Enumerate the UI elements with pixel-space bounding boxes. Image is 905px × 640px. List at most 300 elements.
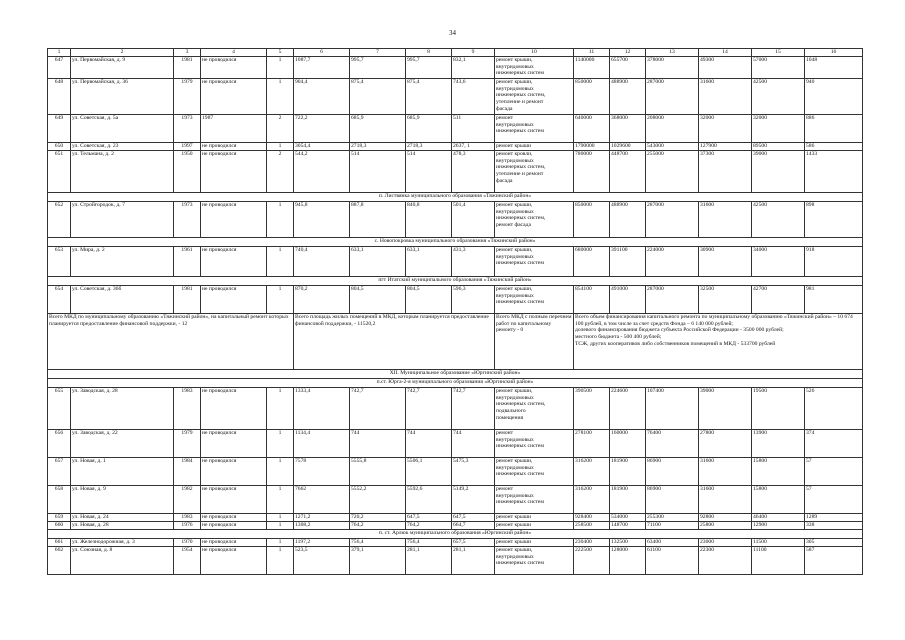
table-cell: 662	[48, 547, 71, 575]
table-cell: 1433	[805, 151, 863, 193]
table-cell: ремонт внутридомовых инженерных систем	[495, 486, 574, 514]
table-cell: 740,4	[294, 247, 350, 277]
table-cell: 945,8	[294, 202, 350, 238]
table-cell: 1950	[174, 151, 201, 193]
table-cell: 1984	[174, 458, 201, 486]
table-cell: 287000	[646, 286, 699, 314]
table-cell: 875,4	[406, 79, 452, 115]
section-title: п. Листвянка муниципального образования «Тяжинский район»	[48, 193, 863, 202]
table-cell: 57	[805, 486, 863, 514]
table-cell: не проводился	[201, 458, 267, 486]
table-cell: ул. Советская, д. 5а	[71, 115, 174, 143]
table-cell: 586	[805, 143, 863, 151]
table-cell: 222500	[574, 547, 610, 575]
table-cell: 374	[805, 430, 863, 458]
table-cell: 2	[267, 115, 294, 143]
table-cell: ремонт крыши, внутридомовых инженерных систем	[495, 286, 574, 314]
table-cell: 390500	[574, 388, 610, 430]
table-cell: 764,2	[406, 522, 452, 530]
table-cell: 995,7	[350, 57, 406, 79]
table-cell: 1954	[174, 547, 201, 575]
table-cell: 57000	[752, 57, 805, 79]
column-number-9: 9	[452, 49, 495, 57]
table-cell: 1961	[174, 247, 201, 277]
table-cell: 305	[805, 539, 863, 547]
table-cell: 368000	[610, 115, 646, 143]
table-cell: 647,5	[406, 514, 452, 522]
table-cell: 832,1	[452, 57, 495, 79]
table-cell: 1981	[174, 57, 201, 79]
table-cell: 1	[267, 202, 294, 238]
table-cell: ремонт крыши	[495, 522, 574, 530]
table-cell: 37300	[699, 151, 752, 193]
section-header-row	[48, 379, 863, 388]
table-cell: 11100	[752, 547, 805, 575]
table-cell: ремонт крыши, внутридомовых инженерных систем	[495, 547, 574, 575]
table-cell: 89500	[752, 143, 805, 151]
table-cell: 870,2	[294, 286, 350, 314]
table-cell: 1271,2	[294, 514, 350, 522]
table-cell: 1	[267, 458, 294, 486]
table-cell: 1140000	[574, 57, 610, 79]
table-cell: не проводился	[201, 486, 267, 514]
table-cell: 744	[350, 430, 406, 458]
table-cell: 1	[267, 79, 294, 115]
table-cell: ремонт крыши, внутридомовых инженерных систем	[495, 247, 574, 277]
table-row	[48, 458, 863, 486]
table-cell: ул. Первомайская, д. 9	[71, 57, 174, 79]
table-body	[48, 49, 863, 575]
table-cell: 764,2	[350, 522, 406, 530]
table-cell: 744	[452, 430, 495, 458]
column-number-16: 16	[805, 49, 863, 57]
table-cell: 657,5	[452, 539, 495, 547]
summary-total-area: Всего площадь жилых помещений в МКД, которым планируется предоставление финансовой поддержки, - 11520,2	[294, 314, 495, 370]
table-cell: 661	[48, 539, 71, 547]
table-cell: 378000	[646, 57, 699, 79]
table-cell: 875,4	[350, 79, 406, 115]
table-cell: 12900	[752, 522, 805, 530]
table-cell: 534000	[610, 514, 646, 522]
summary-total-mkd: Всего МКД по муниципальному образованию «Тяжинский район», на капитальный ремонт которых планируется предоставление финансовой поддержки, - 12	[48, 314, 294, 370]
table-cell: не проводился	[201, 79, 267, 115]
table-cell: 2718,3	[406, 143, 452, 151]
table-cell: 1	[267, 143, 294, 151]
table-cell: не проводился	[201, 514, 267, 522]
table-cell: 15800	[752, 458, 805, 486]
table-cell: 1982	[174, 486, 201, 514]
table-row	[48, 486, 863, 514]
table-cell: 2637, 1	[452, 143, 495, 151]
table-cell: 1981	[174, 286, 201, 314]
section-header-row	[48, 277, 863, 286]
table-cell: 886	[805, 115, 863, 143]
section-title: с. Новопокровка муниципального образования «Тяжинский район»	[48, 238, 863, 247]
table-cell: не проводился	[201, 247, 267, 277]
table-cell: 1976	[174, 522, 201, 530]
table-cell: 647,5	[452, 514, 495, 522]
table-cell: не проводился	[201, 286, 267, 314]
table-cell: 57	[805, 458, 863, 486]
table-cell: 71100	[646, 522, 699, 530]
table-cell: 31600	[699, 79, 752, 115]
table-cell: 49300	[699, 57, 752, 79]
table-cell: 526	[805, 388, 863, 430]
table-cell: 31600	[699, 202, 752, 238]
table-cell: 742,7	[350, 388, 406, 430]
table-cell: 278100	[574, 430, 610, 458]
table-cell: 680000	[574, 247, 610, 277]
table-cell: 653	[48, 247, 71, 277]
table-cell: ремонт кровли, внутридомовых инженерных систем, утепление и ремонт фасада	[495, 151, 574, 193]
table-row	[48, 514, 863, 522]
table-cell: 13900	[752, 430, 805, 458]
table-cell: 514	[406, 151, 452, 193]
column-number-10: 10	[495, 49, 574, 57]
table-cell: 488900	[610, 79, 646, 115]
table-cell: 25800	[699, 522, 752, 530]
table-cell: 596,3	[452, 286, 495, 314]
table-cell: не проводился	[201, 202, 267, 238]
table-cell: 1983	[174, 388, 201, 430]
section-title: пгт Итатский муниципального образования «Тяжинский район»	[48, 277, 863, 286]
table-cell: 543000	[646, 143, 699, 151]
table-cell: 1	[267, 547, 294, 575]
table-cell: 391100	[610, 247, 646, 277]
table-cell: 287000	[646, 79, 699, 115]
table-cell: не проводился	[201, 57, 267, 79]
table-cell: 31600	[699, 458, 752, 486]
table-cell: 647	[48, 57, 71, 79]
table-cell: ул. Железнодорожная, д. 3	[71, 539, 174, 547]
table-cell: 7578	[294, 458, 350, 486]
table-cell: 1	[267, 388, 294, 430]
table-cell: 338	[805, 522, 863, 530]
table-cell: ул. Заводская, д. 28	[71, 388, 174, 430]
section-header-row	[48, 238, 863, 247]
table-cell: 224000	[646, 247, 699, 277]
column-number-5: 5	[267, 49, 294, 57]
table-cell: 431,3	[452, 247, 495, 277]
table-cell: 255000	[646, 151, 699, 193]
table-cell: 491000	[610, 286, 646, 314]
table-cell: 633,1	[350, 247, 406, 277]
table-cell: не проводился	[201, 539, 267, 547]
table-cell: 148700	[610, 522, 646, 530]
column-number-row	[48, 49, 863, 57]
table-cell: не проводился	[201, 143, 267, 151]
table-cell: 744	[406, 430, 452, 458]
table-cell: 281,1	[406, 547, 452, 575]
table-cell: 5592,6	[406, 486, 452, 514]
table-cell: ул. Новая, д. 9	[71, 486, 174, 514]
column-number-4: 4	[201, 49, 267, 57]
table-cell: ул. Советская, д. 23	[71, 143, 174, 151]
table-cell: 27800	[699, 430, 752, 458]
table-cell: 633,1	[406, 247, 452, 277]
table-cell: 128000	[610, 547, 646, 575]
table-cell: 1308,2	[294, 522, 350, 530]
table-cell: 850000	[574, 79, 610, 115]
table-cell: 46400	[752, 514, 805, 522]
section-title: п.ст. Юрга-2-я муниципального образования «Юргинский район»	[48, 379, 863, 388]
table-cell: 904,4	[294, 79, 350, 115]
column-number-11: 11	[574, 49, 610, 57]
table-cell: 1997	[174, 143, 201, 151]
table-cell: 1	[267, 539, 294, 547]
table-row	[48, 522, 863, 530]
column-number-12: 12	[610, 49, 646, 57]
column-number-3: 3	[174, 49, 201, 57]
table-cell: 5552,2	[350, 486, 406, 514]
table-cell: 42700	[752, 286, 805, 314]
table-cell: 523,5	[294, 547, 350, 575]
table-cell: 756,4	[350, 539, 406, 547]
table-cell: 3054,4	[294, 143, 350, 151]
table-cell: 1970	[174, 539, 201, 547]
table-cell: ремонт внутридомовых инженерных систем	[495, 430, 574, 458]
table-cell: 1979	[174, 430, 201, 458]
table-cell: 1	[267, 57, 294, 79]
table-row	[48, 202, 863, 238]
table-cell: ремонт крыши	[495, 143, 574, 151]
table-cell: 5506,1	[406, 458, 452, 486]
table-cell: 655700	[610, 57, 646, 79]
column-number-1: 1	[48, 49, 71, 57]
table-cell: 1973	[174, 202, 201, 238]
table-cell: 995,7	[406, 57, 452, 79]
column-number-8: 8	[406, 49, 452, 57]
table-row	[48, 539, 863, 547]
table-cell: 756,4	[406, 539, 452, 547]
table-row	[48, 143, 863, 151]
table-row	[48, 79, 863, 115]
table-cell: 39000	[699, 388, 752, 430]
table-cell: ул. Стройгородок, д. 7	[71, 202, 174, 238]
table-cell: 850000	[574, 202, 610, 238]
table-cell: ремонт крыши, внутридомовых инженерных систем	[495, 458, 574, 486]
table-cell: 5555,8	[350, 458, 406, 486]
table-cell: 42500	[752, 79, 805, 115]
table-cell: 488900	[610, 202, 646, 238]
table-cell: 1197,2	[294, 539, 350, 547]
table-cell: 160000	[610, 430, 646, 458]
table-cell: 1289	[805, 514, 863, 522]
table-cell: 379,1	[350, 547, 406, 575]
table-cell: 258500	[574, 522, 610, 530]
table-cell: ремонт крыши, внутридомовых инженерных систем	[495, 57, 574, 79]
column-number-2: 2	[71, 49, 174, 57]
summary-total-full-repair: Всего МКД с полным перечнем работ по капитальному ремонту - 0	[495, 314, 574, 370]
table-cell: 664,7	[452, 522, 495, 530]
table-cell: 86900	[646, 486, 699, 514]
table-row	[48, 388, 863, 430]
table-row	[48, 57, 863, 79]
table-cell: 657	[48, 458, 71, 486]
table-cell: 981	[805, 286, 863, 314]
table-cell: 1979	[174, 79, 201, 115]
table-cell: 652	[48, 202, 71, 238]
table-cell: 107400	[646, 388, 699, 430]
table-cell: не проводился	[201, 151, 267, 193]
table-cell: 898	[805, 202, 863, 238]
table-cell: 656	[48, 430, 71, 458]
table-cell: не проводился	[201, 430, 267, 458]
table-cell: ул. Новая, д. 1	[71, 458, 174, 486]
table-cell: 722,2	[294, 115, 350, 143]
column-number-7: 7	[350, 49, 406, 57]
table-cell: 940	[805, 79, 863, 115]
table-cell: 287000	[646, 202, 699, 238]
table-cell: 1333,4	[294, 388, 350, 430]
table-cell: 11500	[752, 539, 805, 547]
table-cell: 42500	[752, 202, 805, 238]
table-cell: 1134,4	[294, 430, 350, 458]
table-cell: ул. Тельмана, д. 2	[71, 151, 174, 193]
table-cell: 1029600	[610, 143, 646, 151]
table-cell: 1	[267, 247, 294, 277]
section-title: XII. Муниципальное образование «Юргинский район»	[48, 370, 863, 379]
column-number-6: 6	[294, 49, 350, 57]
table-cell: 230400	[574, 539, 610, 547]
table-cell: 743,6	[452, 79, 495, 115]
table-cell: 2718,3	[350, 143, 406, 151]
table-cell: 511	[452, 115, 495, 143]
table-cell: 5149,2	[452, 486, 495, 514]
table-cell: 19500	[752, 388, 805, 430]
table-cell: не проводился	[201, 388, 267, 430]
table-cell: 658	[48, 486, 71, 514]
table-cell: 918	[805, 247, 863, 277]
table-cell: 1987	[201, 115, 267, 143]
table-cell: 1	[267, 486, 294, 514]
table-cell: 659	[48, 514, 71, 522]
table-cell: ремонт внутридомовых инженерных систем	[495, 115, 574, 143]
table-cell: 1983	[174, 514, 201, 522]
table-cell: ремонт крыши, внутридомовых инженерных систем, подвального помещения	[495, 388, 574, 430]
capital-repair-table	[47, 48, 863, 575]
table-cell: 76400	[646, 430, 699, 458]
table-cell: 1048	[805, 57, 863, 79]
table-cell: 685,9	[350, 115, 406, 143]
table-cell: 651	[48, 151, 71, 193]
table-cell: 30900	[699, 247, 752, 277]
table-cell: ул. Советская, д. 36б	[71, 286, 174, 314]
table-cell: 780000	[574, 151, 610, 193]
summary-row	[48, 314, 863, 370]
column-number-13: 13	[646, 49, 699, 57]
column-number-14: 14	[699, 49, 752, 57]
table-cell: 32500	[699, 286, 752, 314]
table-cell: 22300	[699, 547, 752, 575]
table-cell: 650	[48, 143, 71, 151]
table-cell: 7662	[294, 486, 350, 514]
table-cell: 255300	[646, 514, 699, 522]
table-cell: 39000	[752, 151, 805, 193]
table-cell: 685,9	[406, 115, 452, 143]
table-row	[48, 430, 863, 458]
table-cell: 316200	[574, 486, 610, 514]
table-cell: 887,8	[350, 202, 406, 238]
table-cell: 514	[350, 151, 406, 193]
table-cell: ул. Заводская, д. 22	[71, 430, 174, 458]
table-cell: 1973	[174, 115, 201, 143]
table-cell: 720,2	[350, 514, 406, 522]
table-cell: 316200	[574, 458, 610, 486]
table-cell: 742,7	[406, 388, 452, 430]
section-header-row	[48, 370, 863, 379]
page-number: 34	[449, 29, 456, 37]
table-cell: 224600	[610, 388, 646, 430]
table-row	[48, 286, 863, 314]
table-cell: ул. Мира, д. 2	[71, 247, 174, 277]
table-cell: ул. Первомайская, д. 36	[71, 79, 174, 115]
table-cell: ремонт крыши	[495, 514, 574, 522]
table-cell: 1	[267, 286, 294, 314]
table-cell: ремонт крыши, внутридомовых инженерных систем, ремонт фасада	[495, 202, 574, 238]
table-cell: 804,5	[406, 286, 452, 314]
table-cell: 5475,3	[452, 458, 495, 486]
table-cell: 23000	[699, 539, 752, 547]
table-cell: 86900	[646, 458, 699, 486]
table-row	[48, 115, 863, 143]
table-row	[48, 151, 863, 193]
table-cell: ул. Новая, д. 28	[71, 522, 174, 530]
table-cell: 127900	[699, 143, 752, 151]
table-cell: 854100	[574, 286, 610, 314]
table-cell: 640000	[574, 115, 610, 143]
table-cell: 1	[267, 514, 294, 522]
table-cell: 587	[805, 547, 863, 575]
section-header-row	[48, 193, 863, 202]
table-row	[48, 547, 863, 575]
table-cell: 34000	[752, 247, 805, 277]
table-cell: ул. Новая, д. 24	[71, 514, 174, 522]
table-cell: 132500	[610, 539, 646, 547]
table-cell: 660	[48, 522, 71, 530]
table-cell: 208000	[646, 115, 699, 143]
table-cell: 742,7	[452, 388, 495, 430]
table-cell: 32000	[752, 115, 805, 143]
table-cell: 31600	[699, 486, 752, 514]
table-cell: 2	[267, 151, 294, 193]
table-cell: 1790000	[574, 143, 610, 151]
table-cell: 501,4	[452, 202, 495, 238]
table-cell: 15800	[752, 486, 805, 514]
table-cell: 928400	[574, 514, 610, 522]
table-cell: 655	[48, 388, 71, 430]
table-cell: 32000	[699, 115, 752, 143]
table-cell: 448700	[610, 151, 646, 193]
table-cell: 92800	[699, 514, 752, 522]
table-cell: 1	[267, 430, 294, 458]
table-cell: не проводился	[201, 522, 267, 530]
table-cell: 478,3	[452, 151, 495, 193]
table-cell: 181900	[610, 486, 646, 514]
table-cell: 649	[48, 115, 71, 143]
section-title: п. ст. Арлюк муниципального образования «Юргинский район»	[48, 530, 863, 539]
table-cell: 654	[48, 286, 71, 314]
table-cell: 1087,7	[294, 57, 350, 79]
table-cell: ремонт крыши	[495, 539, 574, 547]
table-cell: 181900	[610, 458, 646, 486]
table-cell: 804,5	[350, 286, 406, 314]
table-cell: ремонт крыши, внутридомовых инженерных систем, утепление и ремонт фасада	[495, 79, 574, 115]
summary-total-financing: Всего объем финансирования капитального ремонта по муниципальному образованию «Тяжинский район» – 10 674 100 рублей, в том числе за счет средств Фонда – 6 140 000 рублей; долевого финансирования бюджета субъекта Российской Федерации - 3500 000 рублей; местного бюджета - 500 400 рублей; ТСЖ, других кооперативов либо собственников помещений в МКД - 533700 рублей	[574, 314, 863, 370]
table-cell: 544,2	[294, 151, 350, 193]
table-cell: не проводился	[201, 547, 267, 575]
table-cell: 281,1	[452, 547, 495, 575]
